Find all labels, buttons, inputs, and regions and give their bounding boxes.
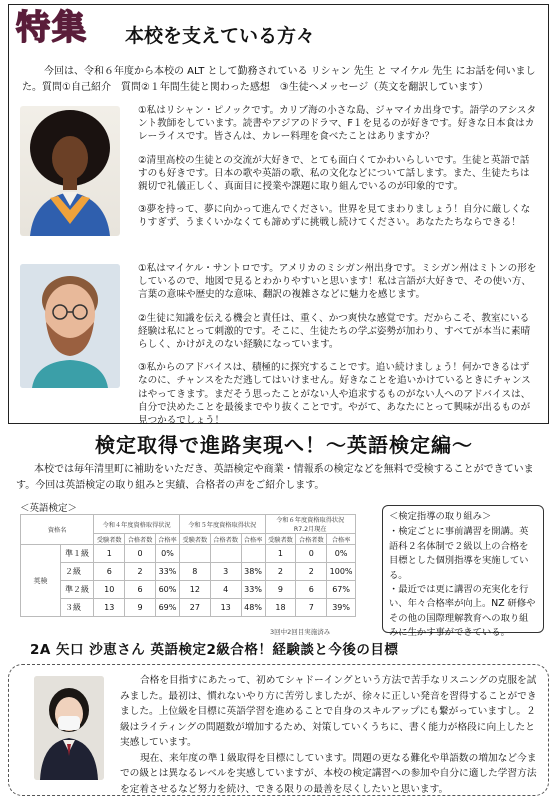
level-cell: 準１級 <box>61 545 94 563</box>
value-cell: 0% <box>327 545 356 563</box>
value-cell: 0 <box>125 545 156 563</box>
value-cell: 3 <box>210 563 241 581</box>
value-cell: 1 <box>265 545 296 563</box>
value-cell: 0 <box>296 545 327 563</box>
results-table <box>20 514 356 617</box>
value-cell: 13 <box>210 599 241 617</box>
value-cell: 67% <box>327 581 356 599</box>
header-r6-title: 令和６年度資格取得状況 <box>276 517 345 524</box>
value-cell: 13 <box>94 599 125 617</box>
value-cell: 4 <box>210 581 241 599</box>
value-cell: 60% <box>155 581 179 599</box>
teacher1-message <box>138 104 538 240</box>
value-cell <box>241 545 265 563</box>
table-note: 3回中2回目実施済み <box>270 628 331 636</box>
value-cell <box>179 545 210 563</box>
feature-intro <box>22 64 536 96</box>
category-cell: 英検 <box>21 545 61 617</box>
header-r6 <box>265 515 355 534</box>
value-cell: 2 <box>296 563 327 581</box>
subheader-cell: 合格者数 <box>210 534 241 545</box>
teacher1-answer2: ②清里高校の生徒との交流が大好きで、とても面白くてかわいらしいです。生徒と英語で話すのも好きです。日本の歌や英語の歌、私の文化などについて話します。また、生徒たちは親切で礼儀正しく、真面目に授業や課題に取り組んでいるのが印象的です。 <box>138 154 530 193</box>
level-cell: ３級 <box>61 599 94 617</box>
subheader-cell: 受験者数 <box>94 534 125 545</box>
teacher1-answer3: ③夢を持って、夢に向かって進んでください。世界を見てまわりましょう！自分に厳しくなりすぎず、うまくいかなくても諦めずに挑戦し続けてください。あなたたちならできる！ <box>138 204 531 229</box>
table-row <box>21 545 356 563</box>
teacher2-answer1: ①私はマイケル・サントロです。アメリカのミシガン州出身です。ミシガン州はミトンの形をしているので、地図で見るとわかりやすいと思います！私は言語が大好きで、その使い方、言葉の意味や歴史的な意味、翻訳の複雑さなどに魅力を感じます。 <box>138 263 537 301</box>
teacher1-portrait <box>20 106 120 236</box>
teacher2-message <box>138 262 538 437</box>
value-cell: 6 <box>296 581 327 599</box>
table-row <box>21 599 356 617</box>
value-cell: 8 <box>179 563 210 581</box>
subheader-cell: 合格者数 <box>296 534 327 545</box>
teacher2-portrait <box>20 264 120 388</box>
teacher1-answer1: ①私はリシャン・ピノックです。カリブ海の小さな島、ジャマイカ出身です。語学のアシスタント教師をしています。読書やアジアのドラマ、F１を見るのが好きです。好きな日本食はカレーライスです。皆さんは、カレー料理を食べたことはありますか？ <box>138 105 537 143</box>
header-r6-sub: R7.2月現在 <box>293 526 327 533</box>
value-cell: 9 <box>265 581 296 599</box>
guidance-box <box>382 505 544 639</box>
value-cell <box>210 545 241 563</box>
guidance-item: ・検定ごとに事前講習を開講。英語科２名体制で２級以上の合格を目標とした個別指導を実施している。 <box>389 526 529 581</box>
value-cell: 48% <box>241 599 265 617</box>
section3-title: 2A 矢口 沙恵さん 英語検定2級合格！経験談と今後の目標 <box>30 642 399 658</box>
value-cell: 0% <box>155 545 179 563</box>
value-cell: 6 <box>94 563 125 581</box>
subheader-cell: 合格率 <box>241 534 265 545</box>
value-cell: 7 <box>296 599 327 617</box>
student-photo <box>34 676 104 780</box>
level-cell: 準２級 <box>61 581 94 599</box>
student-portrait <box>34 676 104 780</box>
value-cell: 27 <box>179 599 210 617</box>
table-label: ＜英語検定＞ <box>20 503 78 514</box>
table-header-row <box>21 515 356 534</box>
value-cell: 39% <box>327 599 356 617</box>
teacher2-photo <box>20 264 120 388</box>
feature-intro-text: 今回は、令和６年度から本校の ALT として勤務されている リシャン 先生 と マイケル 先生 にお話を伺いました。質問①自己紹介 質問②１年間生徒と関わった感想 ③生徒へメッセージ（英文を翻訳しています） <box>22 66 536 93</box>
value-cell: 9 <box>125 599 156 617</box>
guidance-item: ・最近では更に講習の充実化を行い、年々合格率が向上。NZ 研修やその他の国際理解教育への取り組みに生かす事ができている。 <box>389 584 536 639</box>
header-r4: 令和４年度資格取得状況 <box>94 515 180 534</box>
value-cell: 69% <box>155 599 179 617</box>
subheader-cell: 合格者数 <box>125 534 156 545</box>
section2-intro <box>16 462 546 494</box>
subheader-cell: 合格率 <box>327 534 356 545</box>
value-cell: 100% <box>327 563 356 581</box>
value-cell: 12 <box>179 581 210 599</box>
table-row <box>21 563 356 581</box>
value-cell: 10 <box>94 581 125 599</box>
subheader-cell: 受験者数 <box>179 534 210 545</box>
testimonial-para2: 現在、来年度の準１級取得を目標にしています。問題の更なる難化や単語数の増加など今までの級とは異なるレベルを実感していますが、本校の検定講習への参加や自分に適した学習方法を定着させるなど努力を続け、できる限りの最善を尽くしたいと思います。 <box>120 752 537 795</box>
subheader-cell: 受験者数 <box>265 534 296 545</box>
feature-title: 本校を支えている方々 <box>125 25 316 47</box>
value-cell: 33% <box>155 563 179 581</box>
eiken-results-table <box>20 514 356 624</box>
value-cell: 18 <box>265 599 296 617</box>
value-cell: 1 <box>94 545 125 563</box>
feature-tag: 特集 <box>16 8 88 48</box>
teacher1-photo <box>20 106 120 236</box>
teacher2-answer3: ③私からのアドバイスは、積極的に探究することです。追い続けましょう！何かできるはずなのに、チャンスをただ逃してはいけません。好きなことを追いかけているときにチャンスはやってきます。まだそう思ったことがない人や追求するものがない人へのアドバイスは、自分で決めたことを最後までやり抜くことです。やがて、あなたにとって興味が出るものが見つかるでしょう！ <box>138 362 531 427</box>
testimonial-para1: 合格を目指すにあたって、初めてシャドーイングという方法で苦手なリスニングの克服を試みました。最初は、慣れないやり方に苦労しましたが、徐々に正しい発音を習得することができました。上位級を目標に英語学習を進めることで自身のスキルアップにも繋がっていますし。２級はライティングの問題数が増加するため、対策していくうちに、書く能力が格段に向上したと実感しています。 <box>120 675 537 748</box>
value-cell: 6 <box>125 581 156 599</box>
testimonial-text <box>120 673 540 797</box>
value-cell: 38% <box>241 563 265 581</box>
header-qualification: 資格名 <box>21 515 94 545</box>
value-cell: 33% <box>241 581 265 599</box>
guidance-title: ＜検定指導の取り組み＞ <box>389 511 492 522</box>
value-cell: 2 <box>265 563 296 581</box>
section2-intro-text: 本校では毎年清里町に補助をいただき、英語検定や商業・情報系の検定などを無料で受検することができています。今回は英語検定の取り組みと実績、合格者の声をご紹介します。 <box>16 464 534 491</box>
teacher2-answer2: ②生徒に知識を伝える機会と責任は、重く、かつ爽快な感覚です。だからこそ、教室にいる経験は私にとって刺激的です。そこに、生徒たちの学ぶ姿勢が加わり、すべてが本当に素晴らしく、かけがえのない経験になっています。 <box>138 312 531 351</box>
table-row <box>21 581 356 599</box>
header-r5: 令和５年度資格取得状況 <box>179 515 265 534</box>
subheader-cell: 合格率 <box>155 534 179 545</box>
level-cell: ２級 <box>61 563 94 581</box>
value-cell: 2 <box>125 563 156 581</box>
section2-title: 検定取得で進路実現へ！～英語検定編～ <box>95 433 473 457</box>
